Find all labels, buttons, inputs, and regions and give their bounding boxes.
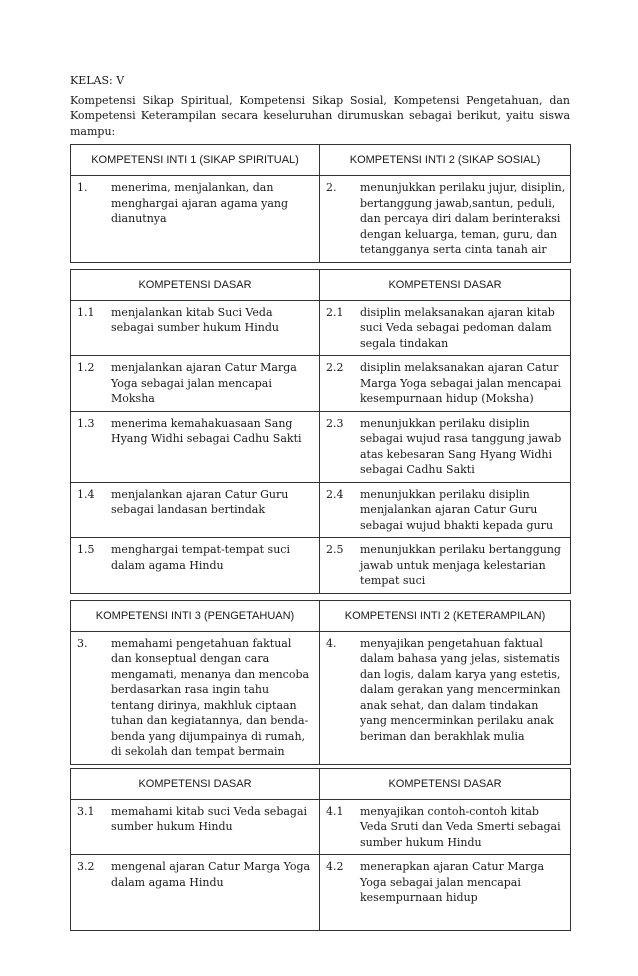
table-row [71, 300, 320, 356]
ki3-text: memahami pengetahuan faktual dan konseptual dengan cara mengamati, menanya dan mencoba berdasarkan rasa ingin tahu tentang dirinya, makhluk ciptaan tuhan dan kegiatannya, dan benda-benda yang dijumpainya di rumah, di sekolah dan tempat bermain [111, 636, 310, 758]
kd-text: disiplin melaksanakan ajaran Catur Marga Yoga sebagai jalan mencapai kesempurnaan hidup (Moksha) [360, 361, 562, 405]
kd-text: memahami kitab suci Veda sebagai sumber hukum Hindu [111, 804, 308, 833]
intro-paragraph: Kompetensi Sikap Spiritual, Kompetensi Sikap Sosial, Kompetensi Pengetahuan, dan Kompetensi Keterampilan secara keseluruhan dirumuskan sebagai berikut, yaitu siswa mampu: [70, 93, 570, 138]
table-row [320, 300, 571, 356]
table-row [320, 538, 571, 594]
table-row [320, 855, 571, 931]
ki2-text: menunjukkan perilaku jujur, disiplin, bertanggung jawab,santun, peduli, dan percaya diri dalam berinteraksi dengan keluarga, teman, guru, dan tetangganya serta cinta tanah air [360, 181, 566, 256]
kd-text: menerima kemahakuasaan Sang Hyang Widhi sebagai Cadhu Sakti [111, 416, 302, 445]
ki4-number: 4. [326, 636, 337, 650]
ki1-ki2-table [70, 144, 571, 263]
kd-number: 1.1 [77, 305, 95, 319]
ki4-text: menyajikan pengetahuan faktual dalam bahasa yang jelas, sistematis dan logis, dalam karya yang estetis, dalam gerakan yang mencerminkan anak sehat, dan dalam tindakan yang mencerminkan perilaku anak beriman dan berakhlak mulia [360, 636, 561, 743]
ki2-cell [320, 176, 571, 263]
table-row [320, 482, 571, 538]
table-row [71, 799, 320, 855]
table-row [71, 356, 320, 412]
kd-number: 1.4 [77, 487, 95, 501]
kd-number: 2.5 [326, 543, 344, 556]
kd-text: mengenal ajaran Catur Marga Yoga dalam agama Hindu [111, 860, 311, 889]
kd-number: 2.2 [326, 361, 344, 374]
kd-number: 1.3 [77, 416, 95, 430]
table-row [320, 411, 571, 482]
table-row [320, 799, 571, 855]
ki3-header: KOMPETENSI INTI 3 (PENGETAHUAN) [71, 600, 320, 631]
ki2-header: KOMPETENSI INTI 2 (SIKAP SOSIAL) [320, 145, 571, 176]
table-row [71, 855, 320, 931]
kd-number: 2.1 [326, 305, 344, 319]
kd-number: 2.4 [326, 487, 344, 501]
table-row [71, 538, 320, 594]
ki4-cell [320, 631, 571, 764]
document-page [70, 62, 570, 931]
kd-number: 1.5 [77, 543, 95, 556]
ki1-header: KOMPETENSI INTI 1 (SIKAP SPIRITUAL) [71, 145, 320, 176]
ki3-cell [71, 631, 320, 764]
kd-text: disiplin melaksanakan ajaran kitab suci Veda sebagai pedoman dalam segala tindakan [360, 305, 555, 350]
kd3-header: KOMPETENSI DASAR [71, 768, 320, 799]
kd-text: menjalankan kitab Suci Veda sebagai sumber hukum Hindu [111, 305, 280, 334]
table-row [320, 356, 571, 412]
kd-text: menghargai tempat-tempat suci dalam agama Hindu [111, 543, 290, 572]
kd-number: 2.3 [326, 416, 344, 430]
table-row [71, 411, 320, 482]
ki3-number: 3. [77, 636, 88, 650]
ki3-ki4-table [70, 600, 571, 765]
kd-number: 4.2 [326, 860, 344, 873]
kd-text: menyajikan contoh-contoh kitab Veda Sruti dan Veda Smerti sebagai sumber hukum Hindu [360, 804, 561, 849]
kd3-kd4-table [70, 768, 571, 932]
ki1-number: 1. [77, 181, 88, 194]
kd1-kd2-table [70, 269, 571, 594]
kd2-header: KOMPETENSI DASAR [320, 269, 571, 300]
kd-number: 3.1 [77, 804, 95, 818]
ki1-text: menerima, menjalankan, dan menghargai ajaran agama yang dianutnya [111, 181, 289, 225]
kd-number: 1.2 [77, 361, 95, 374]
kd-number: 3.2 [77, 860, 95, 873]
kd-text: menjalankan ajaran Catur Marga Yoga sebagai jalan mencapai Moksha [111, 361, 297, 405]
ki4-header: KOMPETENSI INTI 2 (KETERAMPILAN) [320, 600, 571, 631]
kd-text: menunjukkan perilaku disiplin sebagai wujud rasa tanggung jawab atas kebesaran Sang Hyang Widhi sebagai Cadhu Sakti [360, 416, 562, 476]
class-label: KELAS: V [70, 74, 125, 87]
kd4-header: KOMPETENSI DASAR [320, 768, 571, 799]
kd1-header: KOMPETENSI DASAR [71, 269, 320, 300]
kd-text: menunjukkan perilaku bertanggung jawab untuk menjaga kelestarian tempat suci [360, 543, 561, 587]
kd-text: menjalankan ajaran Catur Guru sebagai landasan bertindak [111, 487, 289, 516]
ki1-cell [71, 176, 320, 263]
kd-number: 4.1 [326, 804, 344, 818]
ki2-number: 2. [326, 181, 337, 194]
kd-text: menerapkan ajaran Catur Marga Yoga sebagai jalan mencapai kesempurnaan hidup [360, 860, 545, 904]
kd-text: menunjukkan perilaku disiplin menjalankan ajaran Catur Guru sebagai wujud bhakti kepada guru [360, 487, 554, 532]
table-row [71, 482, 320, 538]
